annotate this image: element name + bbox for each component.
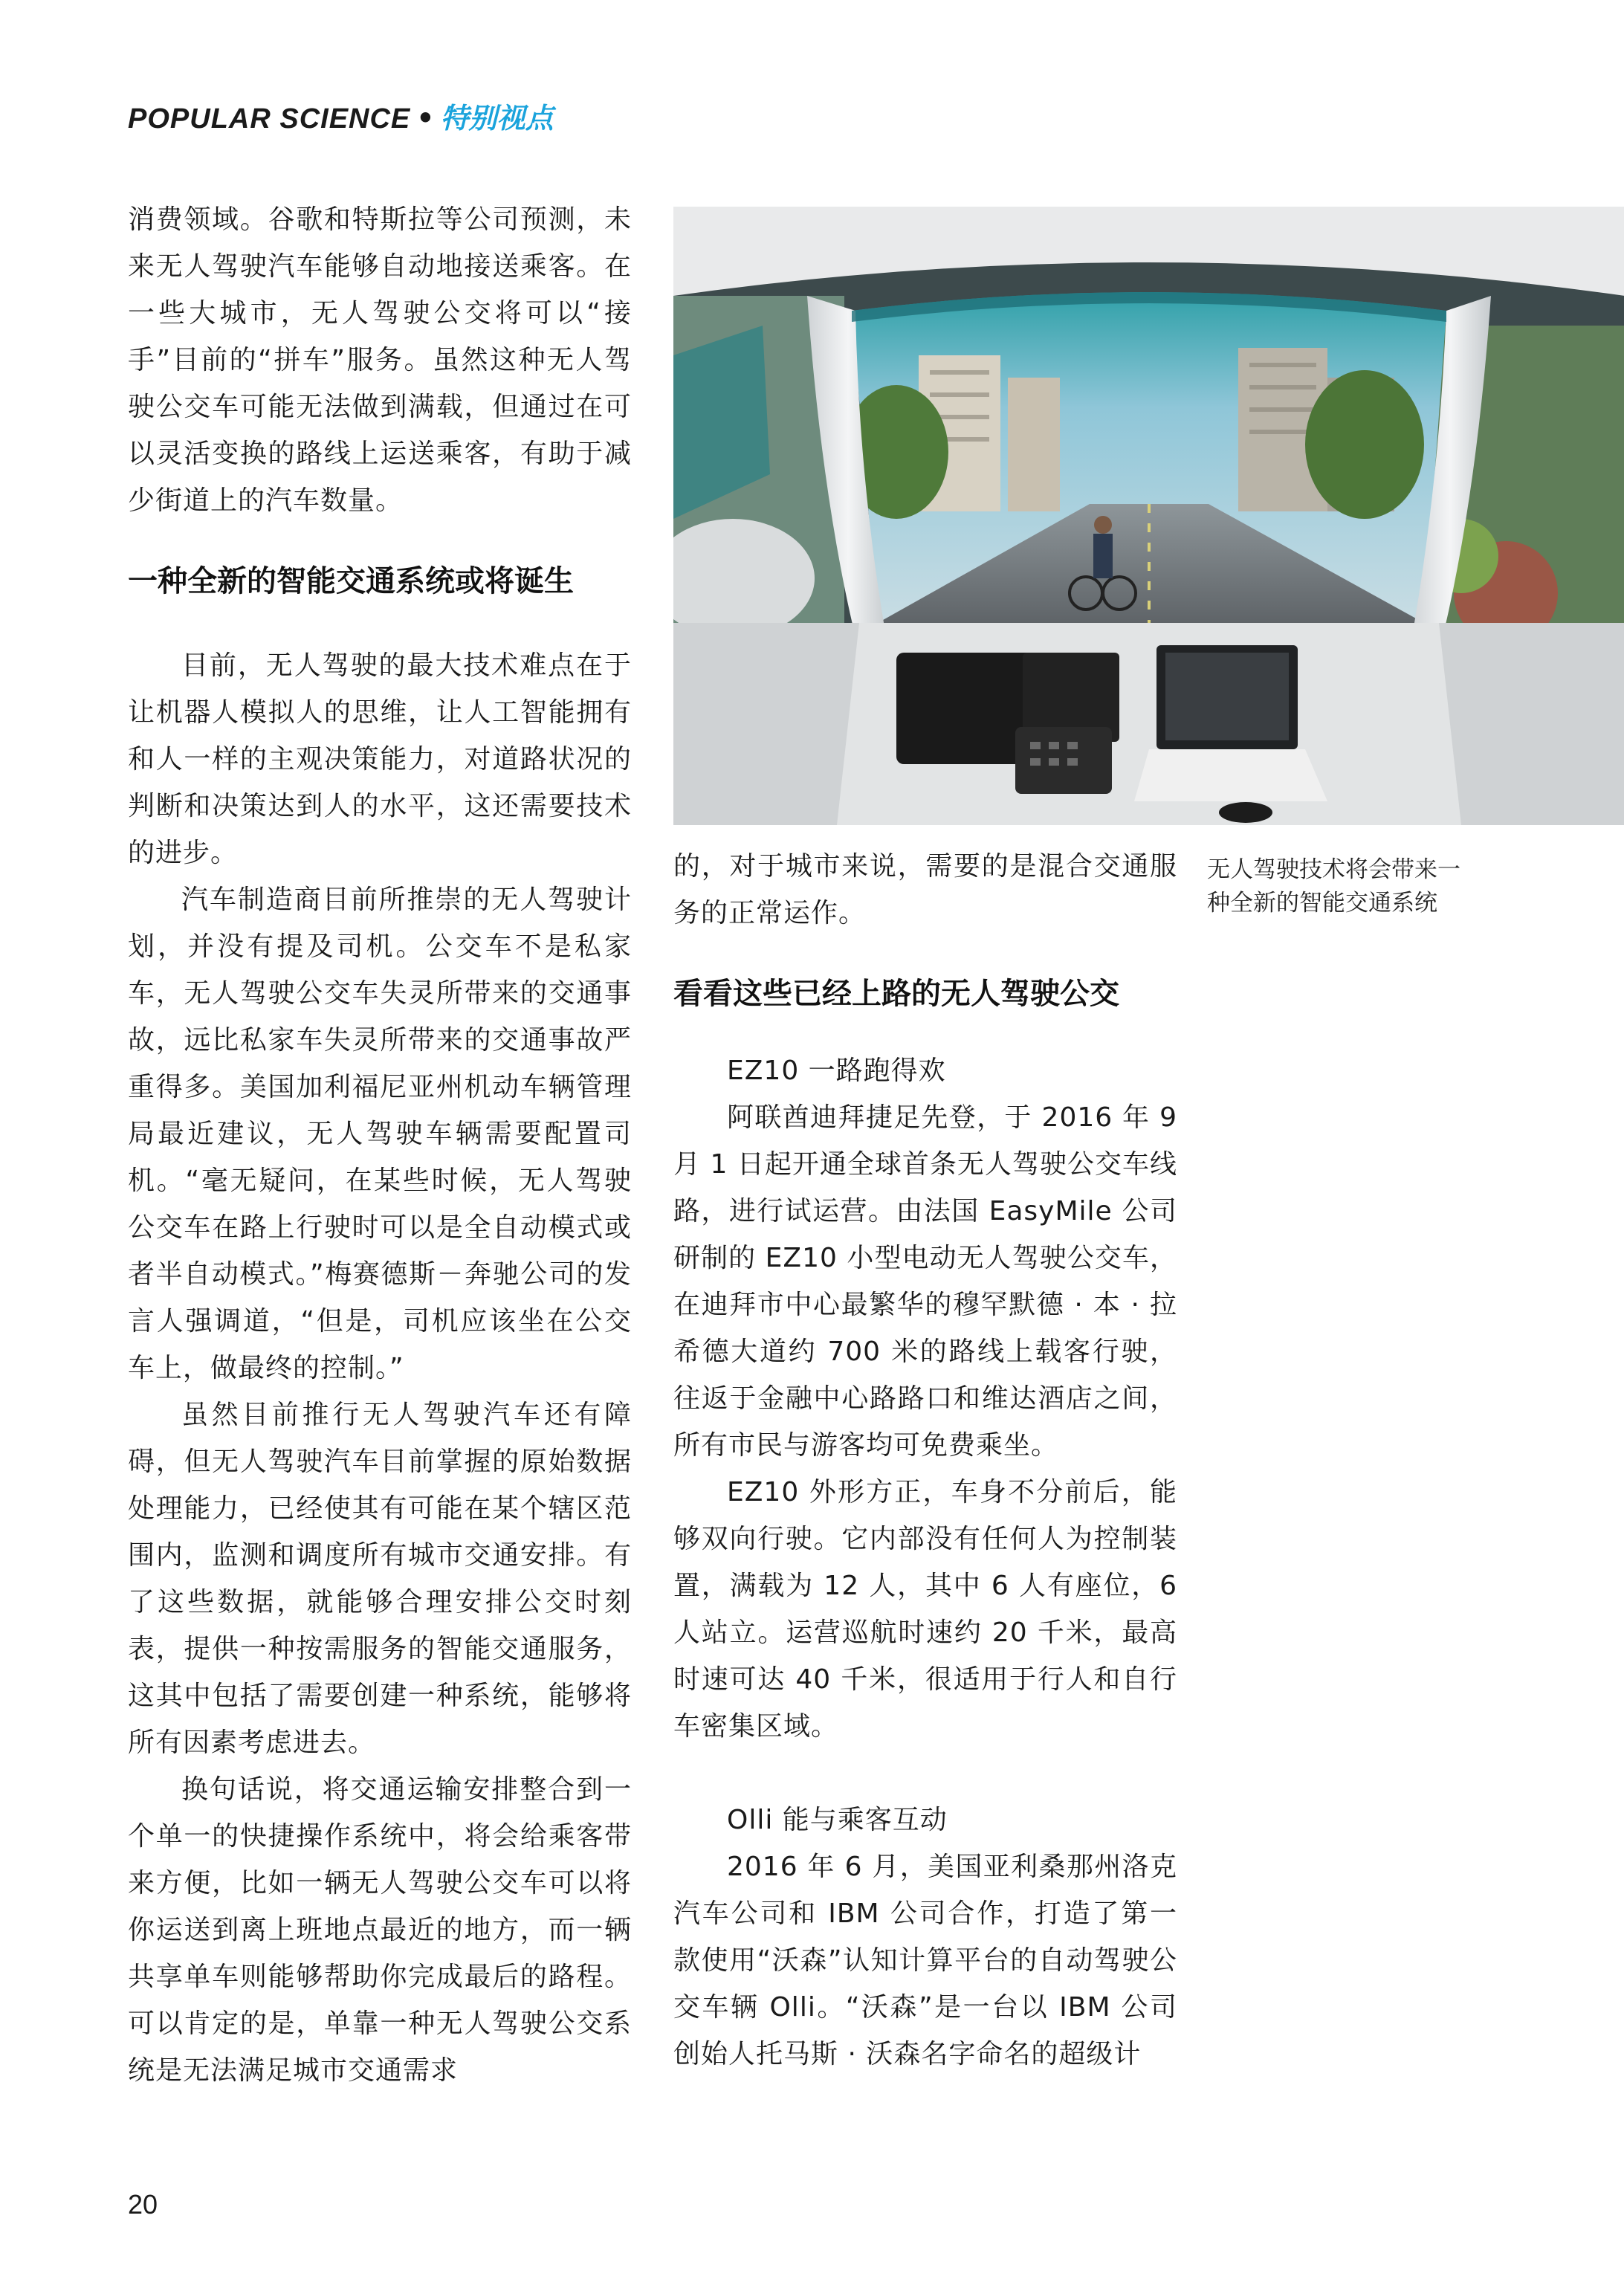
paragraph: 虽然目前推行无人驾驶汽车还有障碍，但无人驾驶汽车目前掌握的原始数据处理能力，已经使其有可能在某个辖区范围内，监测和调度所有城市交通安排。有了这些数据，就能够合理安排公交时刻表，提供一种按需服务的智能交通服务，这其中包括了需要创建一种系统，能够将所有因素考虑进去。: [128, 1400, 632, 1758]
section-heading: 一种全新的智能交通系统或将诞生: [128, 564, 574, 598]
article-column-right: [673, 843, 1177, 2078]
section-title: 特别视点: [440, 102, 554, 135]
header-separator: •: [416, 102, 435, 135]
subheading-olli: Olli 能与乘客互动: [727, 1805, 948, 1835]
paragraph: EZ10 外形方正，车身不分前后，能够双向行驶。它内部没有任何人为控制装置，满载为 12 人，其中 6 人有座位，6 人站立。运营巡航时速约 20 千米，最高时速可达 40 千米，很适用于行人和自行车密集区域。: [673, 1477, 1177, 1742]
paragraph: 汽车制造商目前所推崇的无人驾驶计划，并没有提及司机。公交车不是私家车，无人驾驶公交车失灵所带来的交通事故，远比私家车失灵所带来的交通事故严重得多。美国加利福尼亚州机动车辆管理局最近建议，无人驾驶车辆需要配置司机。“毫无疑问，在某些时候，无人驾驶公交车在路上行驶时可以是全自动模式或者半自动模式。”梅赛德斯－奔驰公司的发言人强调道，“但是，司机应该坐在公交车上，做最终的控制。”: [128, 885, 632, 1383]
photo-caption: [1207, 853, 1504, 920]
magazine-brand: POPULAR SCIENCE: [128, 103, 411, 135]
paragraph: 消费领域。谷歌和特斯拉等公司预测，未来无人驾驶汽车能够自动地接送乘客。在一些大城市，无人驾驶公交将可以“接手”目前的“拼车”服务。虽然这种无人驾驶公交车可能无法做到满载，但通过在可以灵活变换的路线上运送乘客，有助于减少街道上的汽车数量。: [128, 204, 632, 516]
paragraph: 阿联酋迪拜捷足先登，于 2016 年 9 月 1 日起开通全球首条无人驾驶公交车线路，进行试运营。由法国 EasyMile 公司研制的 EZ10 小型电动无人驾驶公交车，在迪拜市中心最繁华的穆罕默德 · 本 · 拉希德大道约 700 米的路线上载客行驶，往返于金融中心路路口和维达酒店之间，所有市民与游客均可免费乘坐。: [673, 1102, 1177, 1461]
running-header: [128, 95, 554, 137]
page-number: 20: [128, 2189, 158, 2220]
article-column-left: [128, 196, 632, 2094]
caption-line: 无人驾驶技术将会带来一: [1207, 856, 1460, 883]
paragraph: 的，对于城市来说，需要的是混合交通服务的正常运作。: [673, 851, 1177, 928]
section-heading: 看看这些已经上路的无人驾驶公交: [673, 977, 1119, 1011]
photo-autonomous-bus-interior: [673, 207, 1624, 825]
subheading-ez10: EZ10 一路跑得欢: [727, 1056, 946, 1086]
paragraph: 目前，无人驾驶的最大技术难点在于让机器人模拟人的思维，让人工智能拥有和人一样的主观决策能力，对道路状况的判断和决策达到人的水平，这还需要技术的进步。: [128, 650, 632, 868]
caption-line: 种全新的智能交通系统: [1207, 890, 1437, 917]
paragraph: 换句话说，将交通运输安排整合到一个单一的快捷操作系统中，将会给乘客带来方便，比如一辆无人驾驶公交车可以将你运送到离上班地点最近的地方，而一辆共享单车则能够帮助你完成最后的路程。可以肯定的是，单靠一种无人驾驶公交系统是无法满足城市交通需求: [128, 1774, 632, 2086]
paragraph: 2016 年 6 月，美国亚利桑那州洛克汽车公司和 IBM 公司合作，打造了第一款使用“沃森”认知计算平台的自动驾驶公交车辆 Olli。“沃森”是一台以 IBM 公司创始人托马斯 · 沃森名字命名的超级计: [673, 1852, 1177, 2069]
